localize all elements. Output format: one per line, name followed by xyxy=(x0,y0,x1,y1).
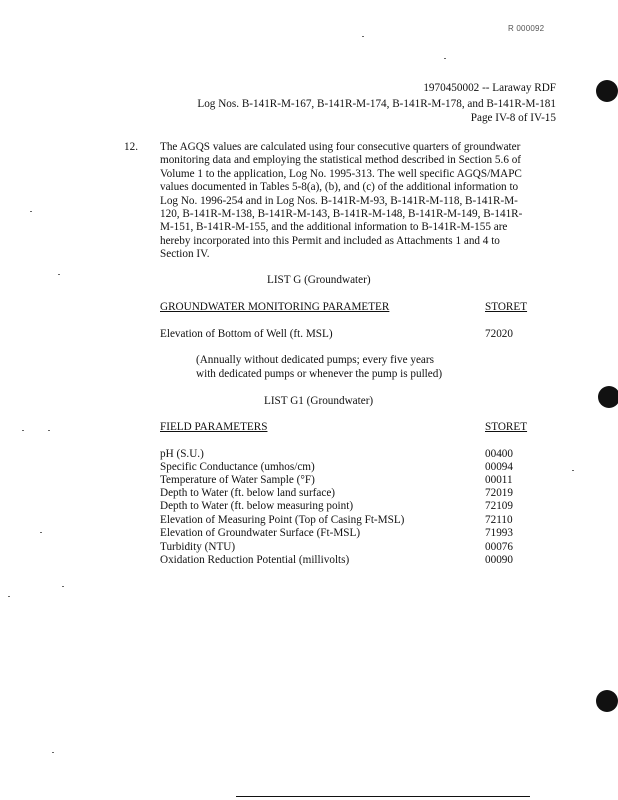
list-g1-row-label: Depth to Water (ft. below land surface) xyxy=(160,487,336,499)
list-g1-row-label: Oxidation Reduction Potential (millivolts) xyxy=(160,554,350,566)
scan-speck xyxy=(58,274,60,275)
paragraph-line: Log No. 1996-254 and in Log Nos. B-141R-M-93, B-141R-M-118, B-141R-M- xyxy=(160,194,518,207)
list-g1-row-code: 72110 xyxy=(485,514,513,526)
item-paragraph xyxy=(160,141,560,262)
paragraph-line: monitoring data and employing the statistical method described in Section 5.6 of xyxy=(160,154,522,167)
paragraph-line: Section IV. xyxy=(160,248,210,261)
list-g1-row-code: 72109 xyxy=(485,500,513,512)
bates-number: R 000092 xyxy=(508,24,545,33)
list-g-note-line: with dedicated pumps or whenever the pump is pulled) xyxy=(196,368,443,380)
punch-hole-bottom xyxy=(596,690,618,712)
list-g-note-line: (Annually without dedicated pumps; every five years xyxy=(196,354,434,366)
list-g-storet-header: STORET xyxy=(485,301,528,313)
item-number: 12. xyxy=(124,141,138,153)
list-g1-row-code: 00011 xyxy=(485,474,513,486)
scan-speck xyxy=(8,596,10,597)
scan-speck xyxy=(572,470,574,471)
paragraph-line: hereby incorporated into this Permit and included as Attachments 1 and 4 to xyxy=(160,234,500,247)
footer-rule xyxy=(236,796,530,797)
scan-speck xyxy=(62,586,64,587)
punch-hole-middle xyxy=(598,386,618,408)
paragraph-line: values documented in Tables 5-8(a), (b), and (c) of the additional information to xyxy=(160,181,519,194)
list-g1-row-label: Elevation of Groundwater Surface (Ft-MSL) xyxy=(160,527,361,539)
paragraph-line: M-151, B-141R-M-155, and the additional information to B-141R-M-155 are xyxy=(160,221,508,234)
list-g1-row-code: 00094 xyxy=(485,461,513,473)
list-g1-title: LIST G1 (Groundwater) xyxy=(264,395,374,407)
list-g1-parameter-header: FIELD PARAMETERS xyxy=(160,421,268,433)
list-g1-row-code: 71993 xyxy=(485,527,513,539)
scan-speck xyxy=(362,36,364,37)
document-id-header: 1970450002 -- Laraway RDF xyxy=(423,82,556,94)
page-number-header: Page IV-8 of IV-15 xyxy=(470,112,556,124)
scan-speck xyxy=(22,430,24,431)
punch-hole-top xyxy=(596,80,618,102)
scan-speck xyxy=(48,430,50,431)
paragraph-line: 120, B-141R-M-138, B-141R-M-143, B-141R-M-148, B-141R-M-149, B-141R- xyxy=(160,208,523,221)
scan-speck xyxy=(40,532,42,533)
list-g1-row-label: Depth to Water (ft. below measuring point) xyxy=(160,500,354,512)
paragraph-line: Volume 1 to the application, Log No. 1995-313. The well specific AGQS/MAPC xyxy=(160,167,522,180)
list-g-row-code: 72020 xyxy=(485,328,513,340)
list-g1-row-label: Temperature of Water Sample (°F) xyxy=(160,474,315,486)
list-g1-row-code: 72019 xyxy=(485,487,513,499)
paragraph-line: The AGQS values are calculated using four consecutive quarters of groundwater xyxy=(160,141,521,153)
list-g-parameter-header: GROUNDWATER MONITORING PARAMETER xyxy=(160,301,390,313)
list-g-title: LIST G (Groundwater) xyxy=(267,274,371,286)
list-g1-row-label: pH (S.U.) xyxy=(160,448,204,460)
list-g1-row-code: 00400 xyxy=(485,448,513,460)
list-g1-row-label: Elevation of Measuring Point (Top of Casing Ft-MSL) xyxy=(160,514,405,526)
list-g1-row-code: 00090 xyxy=(485,554,513,566)
scan-speck xyxy=(444,58,446,59)
list-g1-row-code: 00076 xyxy=(485,541,513,553)
list-g1-storet-header: STORET xyxy=(485,421,528,433)
list-g-row-label: Elevation of Bottom of Well (ft. MSL) xyxy=(160,328,333,340)
list-g1-row-label: Turbidity (NTU) xyxy=(160,541,236,553)
scan-speck xyxy=(52,752,54,753)
list-g1-row-label: Specific Conductance (umhos/cm) xyxy=(160,461,315,473)
log-numbers-header: Log Nos. B-141R-M-167, B-141R-M-174, B-141R-M-178, and B-141R-M-181 xyxy=(197,98,556,110)
scan-speck xyxy=(30,211,32,212)
